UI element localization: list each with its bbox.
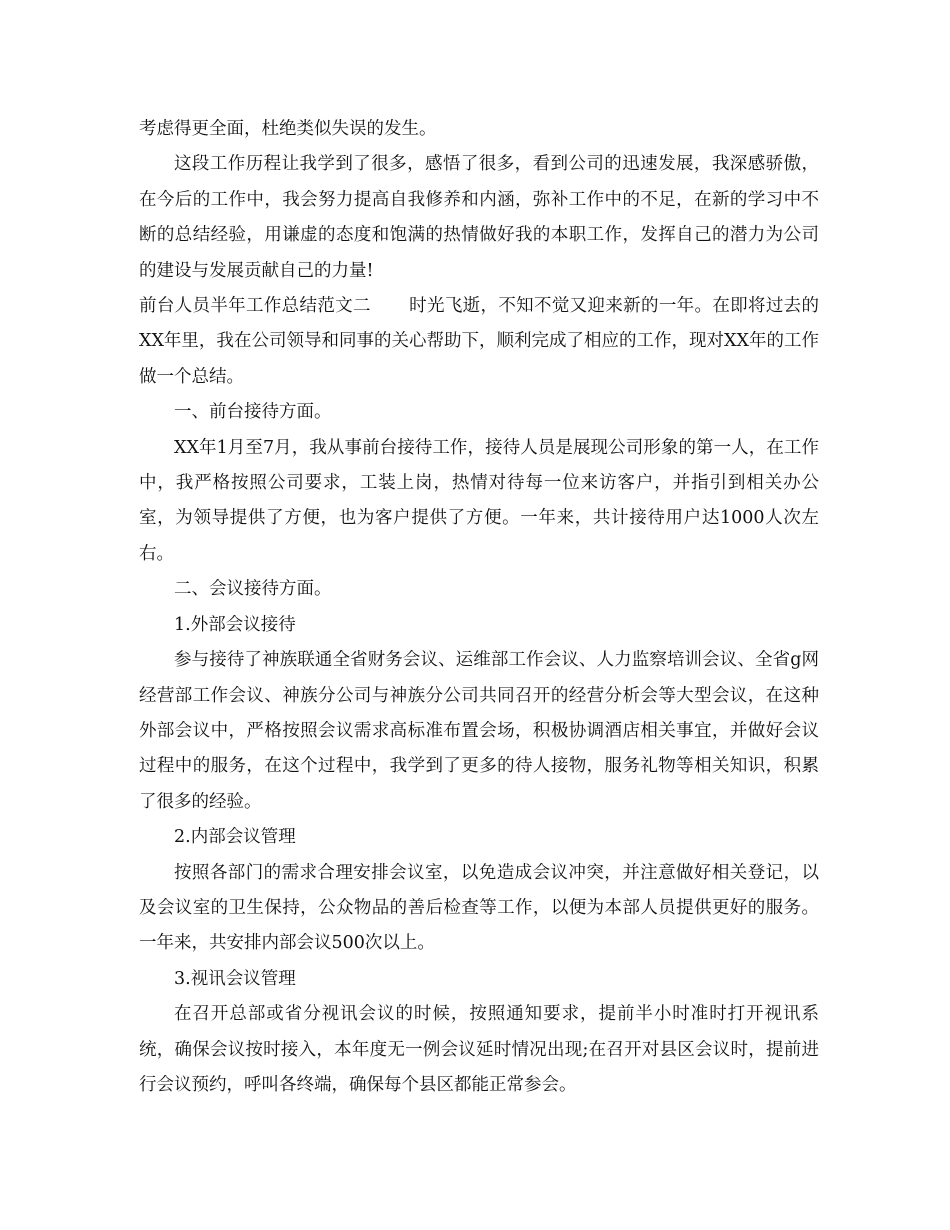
heading-reception: 一、前台接待方面。 <box>174 402 332 423</box>
section-title-paragraph <box>139 289 819 395</box>
paragraph-internal-meetings: 按照各部门的需求合理安排会议室，以免造成会议冲突，并注意做好相关登记，以及会议室的卫生保持，公众物品的善后检查等工作，以便为本部人员提供更好的服务。一年来，共安排内部会议500次以上。 <box>139 862 819 954</box>
subheading-video-meetings: 3.视讯会议管理 <box>174 968 296 989</box>
paragraph-video-meetings: 在召开总部或省分视讯会议的时候，按照通知要求，提前半小时准时打开视讯系统，确保会议按时接入，本年度无一例会议延时情况出现;在召开对县区会议时，提前进行会议预约，呼叫各终端，确保每个县区都能正常参会。 <box>139 1004 819 1095</box>
subheading-internal-meetings: 2.内部会议管理 <box>174 827 296 848</box>
heading-meeting-reception: 二、会议接待方面。 <box>174 579 332 600</box>
section-intro: 时光飞逝，不知不觉又迎来新的一年。在即将过去的XX年里，我在公司领导和同事的关心帮助下，顺利完成了相应的工作，现对XX年的工作做一个总结。 <box>139 296 820 387</box>
paragraph-reception: XX年1月至7月，我从事前台接待工作，接待人员是展现公司形象的第一人，在工作中，我严格按照公司要求，工装上岗，热情对待每一位来访客户，并指引到相关办公室，为领导提供了方便，也为客户提供了方便。一年来，共计接待用户达1000人次左右。 <box>139 437 819 564</box>
paragraph-closing-line: 考虑得更全面，杜绝类似失误的发生。 <box>139 119 437 139</box>
paragraph-external-meetings: 参与接待了神族联通全省财务会议、运维部工作会议、人力监察培训会议、全省g网经营部工作会议、神族分公司与神族分公司共同召开的经营分析会等大型会议，在这种外部会议中，严格按照会议需求高标准布置会场，积极协调酒店相关事宜，并做好会议过程中的服务，在这个过程中，我学到了更多的待人接物，服务礼物等相关知识，积累了很多的经验。 <box>139 650 819 812</box>
paragraph-reflection: 这段工作历程让我学到了很多，感悟了很多，看到公司的迅速发展，我深感骄傲，在今后的工作中，我会努力提高自我修养和内涵，弥补工作中的不足，在新的学习中不断的总结经验，用谦虚的态度和饱满的热情做好我的本职工作，发挥自己的潜力为公司的建设与发展贡献自己的力量! <box>139 154 819 281</box>
document-body <box>139 112 819 1103</box>
section-title: 前台人员半年工作总结范文二 <box>139 296 371 317</box>
subheading-external-meetings: 1.外部会议接待 <box>174 614 296 635</box>
